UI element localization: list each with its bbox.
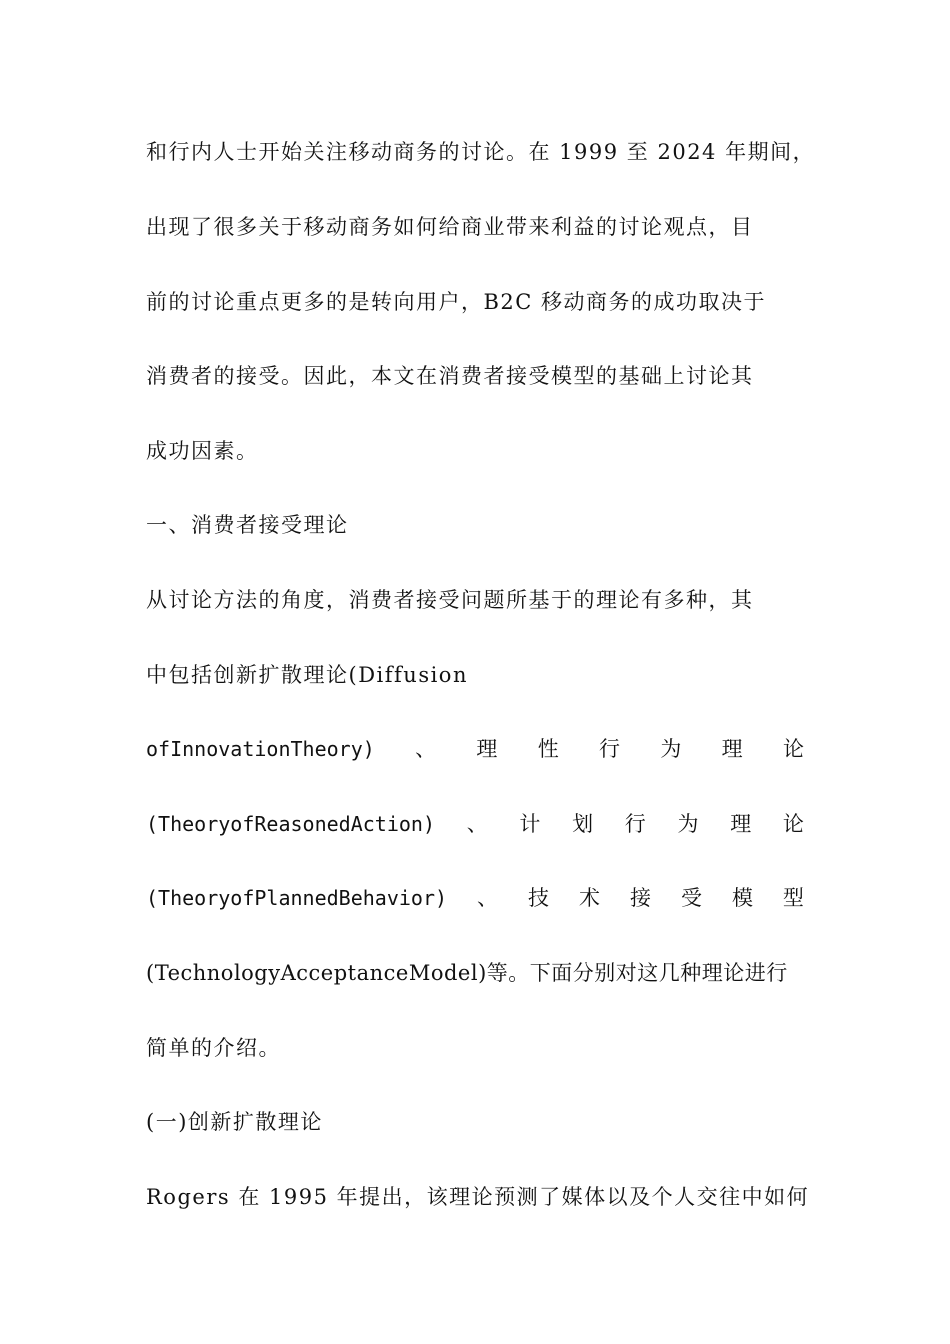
char-text: 术 bbox=[578, 886, 600, 910]
paragraph-line: 出现了很多关于移动商务如何给商业带来利益的讨论观点，目 bbox=[146, 215, 754, 239]
separator-text: 、 bbox=[477, 886, 499, 910]
char-text: 理 bbox=[721, 737, 743, 761]
term-text: (TheoryofPlannedBehavior) bbox=[146, 886, 448, 910]
char-text: 论 bbox=[782, 812, 804, 836]
char-text: 为 bbox=[677, 812, 699, 836]
paragraph-line: 前的讨论重点更多的是转向用户，B2C 移动商务的成功取决于 bbox=[146, 290, 767, 314]
justified-line bbox=[146, 883, 804, 913]
char-text: 理 bbox=[476, 737, 498, 761]
justified-line bbox=[146, 734, 804, 764]
char-text: 接 bbox=[629, 886, 651, 910]
separator-text: 、 bbox=[466, 812, 488, 836]
term-text: ofInnovationTheory) bbox=[146, 737, 375, 761]
char-text: 行 bbox=[624, 812, 646, 836]
section-heading: 一、消费者接受理论 bbox=[146, 513, 349, 537]
char-text: 理 bbox=[730, 812, 752, 836]
char-text: 划 bbox=[572, 812, 594, 836]
paragraph-line: 简单的介绍。 bbox=[146, 1036, 281, 1060]
justified-line bbox=[146, 809, 804, 839]
char-text: 型 bbox=[782, 886, 804, 910]
char-text: 技 bbox=[528, 886, 549, 910]
char-text: 为 bbox=[660, 737, 682, 761]
paragraph-line: 消费者的接受。因此，本文在消费者接受模型的基础上讨论其 bbox=[146, 364, 754, 388]
char-text: 计 bbox=[519, 812, 541, 836]
char-text: 性 bbox=[537, 737, 559, 761]
paragraph-line: 和行内人士开始关注移动商务的讨论。在 1999 至 2024 年期间， bbox=[146, 140, 816, 164]
paragraph-line: 中包括创新扩散理论(Diffusion bbox=[146, 663, 468, 687]
subsection-heading: (一)创新扩散理论 bbox=[146, 1110, 323, 1134]
paragraph-line: Rogers 在 1995 年提出，该理论预测了媒体以及个人交往中如何 bbox=[146, 1185, 810, 1209]
term-text: (TheoryofReasonedAction) bbox=[146, 812, 435, 836]
paragraph-line: (TechnologyAcceptanceModel)等。下面分别对这几种理论进行 bbox=[146, 961, 788, 985]
separator-text: 、 bbox=[415, 737, 437, 761]
paragraph-line: 成功因素。 bbox=[146, 439, 259, 463]
char-text: 模 bbox=[731, 886, 753, 910]
char-text: 论 bbox=[782, 737, 804, 761]
char-text: 行 bbox=[599, 737, 621, 761]
char-text: 受 bbox=[680, 886, 702, 910]
paragraph-line: 从讨论方法的角度，消费者接受问题所基于的理论有多种，其 bbox=[146, 588, 754, 612]
